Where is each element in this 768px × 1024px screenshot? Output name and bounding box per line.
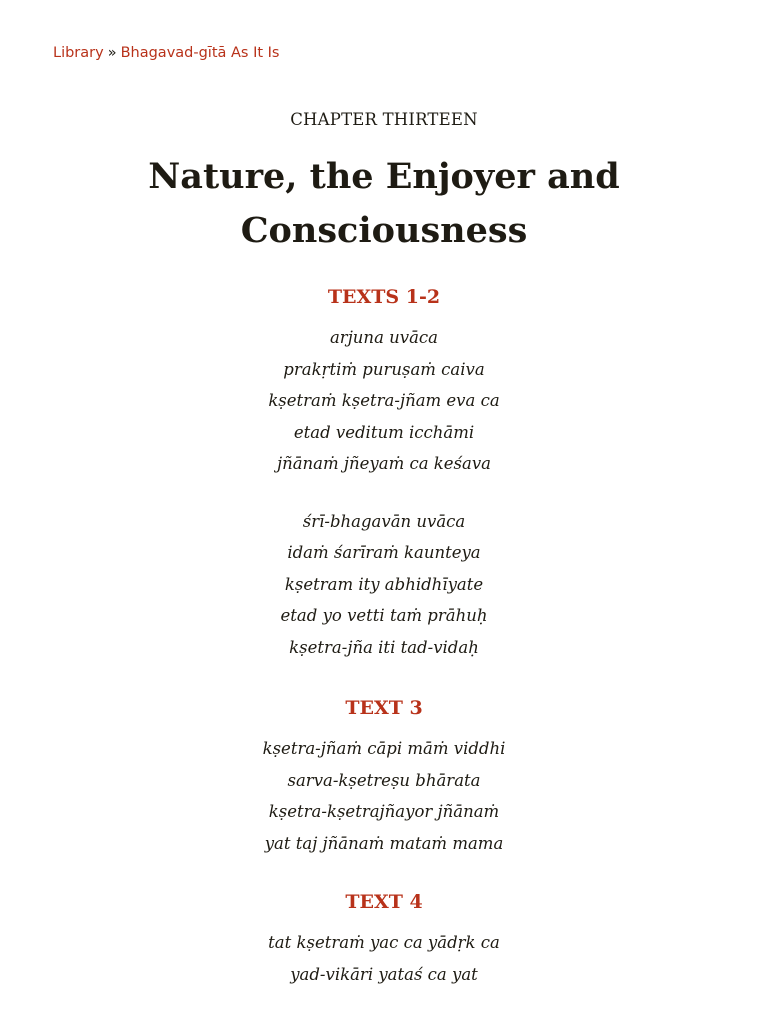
verse	[0, 927, 768, 990]
verse	[0, 506, 768, 664]
verse-line: etad yo vetti taṁ prāhuḥ	[280, 606, 488, 625]
verse-line: jñānaṁ jñeyaṁ ca keśava	[276, 454, 492, 473]
verse-line: tat kṣetraṁ yac ca yādṛk ca	[268, 933, 500, 952]
text-heading: TEXT 3	[345, 697, 423, 719]
text-heading: TEXT 4	[345, 891, 423, 913]
text-heading: TEXTS 1-2	[327, 286, 441, 308]
breadcrumb-separator: »	[107, 45, 117, 61]
verse-line: kṣetra-kṣetrajñayor jñānaṁ	[268, 802, 500, 821]
verse-line: idaṁ śarīraṁ kaunteya	[287, 543, 481, 562]
text-section-3	[0, 695, 768, 859]
verse-line: yat taj jñānaṁ mataṁ mama	[264, 833, 504, 853]
verse-line: arjuna uvāca	[329, 328, 439, 347]
verse-line: etad veditum icchāmi	[293, 422, 475, 442]
verse-line: kṣetraṁ kṣetra-jñam eva ca	[268, 391, 500, 410]
verse-line: yad-vikāri yataś ca yat	[290, 964, 478, 984]
verse-line: kṣetra-jñaṁ cāpi māṁ viddhi	[262, 739, 506, 758]
verse-line: prakṛtiṁ puruṣaṁ caiva	[283, 359, 485, 379]
verse-line: sarva-kṣetreṣu bhārata	[287, 770, 481, 790]
breadcrumb	[53, 45, 280, 61]
chapter-title: Nature, the Enjoyer and Consciousness	[148, 156, 620, 251]
verse-line: kṣetram ity abhidhīyate	[284, 574, 484, 594]
verse	[0, 322, 768, 480]
breadcrumb-link-library[interactable]: Library	[53, 45, 104, 61]
text-section-1-2	[0, 284, 768, 663]
chapter-label: CHAPTER THIRTEEN	[290, 110, 478, 129]
verse	[0, 733, 768, 859]
breadcrumb-link-book[interactable]: Bhagavad-gītā As It Is	[120, 45, 280, 61]
verse-line: śrī-bhagavān uvāca	[302, 511, 466, 531]
text-section-4	[0, 889, 768, 990]
verse-line: kṣetra-jña iti tad-vidaḥ	[289, 637, 479, 657]
